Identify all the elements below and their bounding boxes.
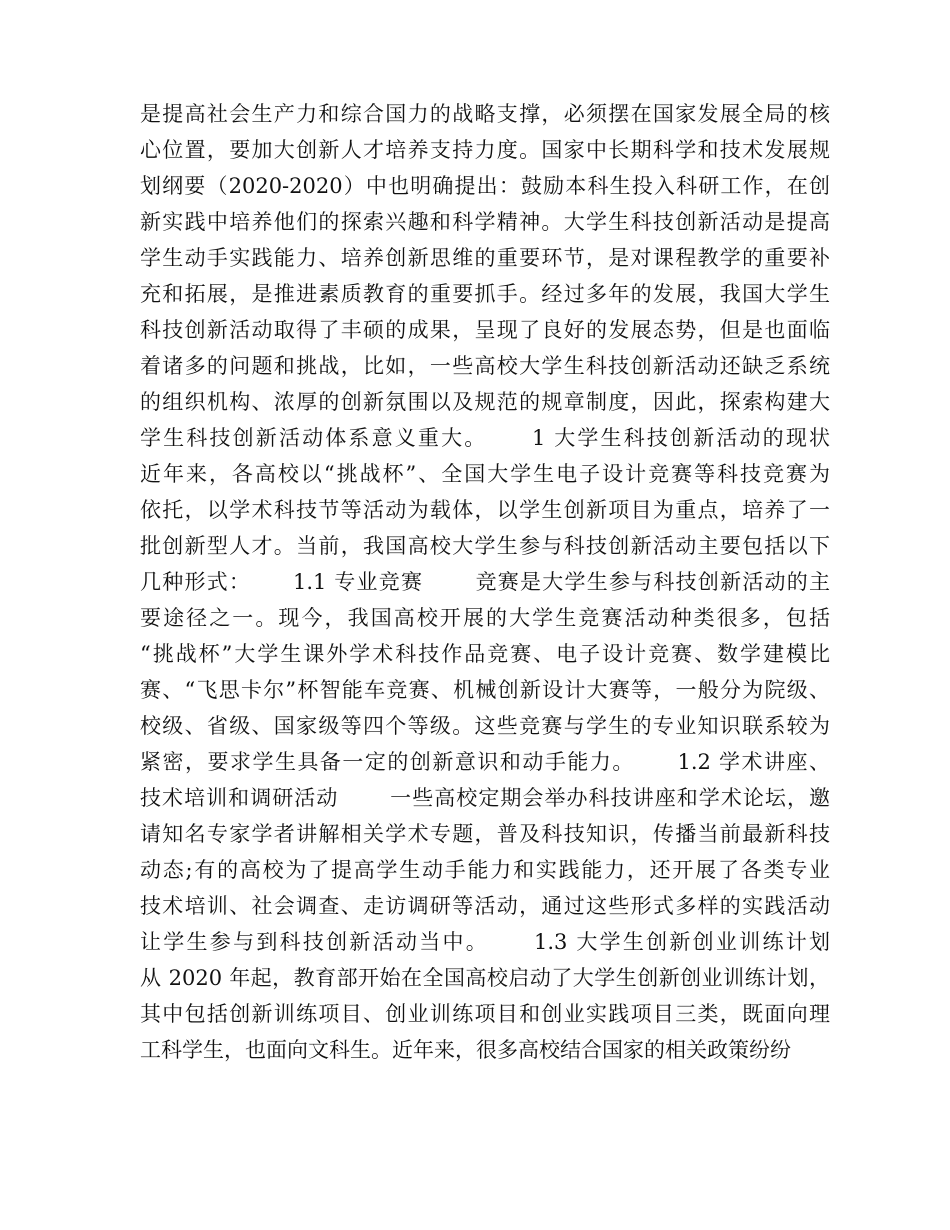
- text-line: 技术培训、社会调查、走访调研等活动，通过这些形式多样的实践活动: [140, 894, 830, 918]
- text-line: 让学生参与到科技创新活动当中。 1.3 大学生创新创业训练计划: [140, 930, 830, 954]
- text-line: 科技创新活动取得了丰硕的成果，呈现了良好的发展态势，但是也面临: [140, 318, 830, 342]
- text-line: 工科学生，也面向文科生。近年来，很多高校结合国家的相关政策纷纷: [140, 1038, 791, 1062]
- text-line: 动态;有的高校为了提高学生动手能力和实践能力，还开展了各类专业: [140, 858, 830, 882]
- text-line: 批创新型人才。当前，我国高校大学生参与科技创新活动主要包括以下: [140, 534, 830, 558]
- text-line: 依托，以学术科技节等活动为载体，以学生创新项目为重点，培养了一: [140, 498, 830, 522]
- text-line: 要途径之一。现今，我国高校开展的大学生竞赛活动种类很多，包括: [140, 606, 830, 630]
- text-line: “挑战杯”大学生课外学术科技作品竞赛、电子设计竞赛、数学建模比: [140, 642, 830, 666]
- text-line: 其中包括创新训练项目、创业训练项目和创业实践项目三类，既面向理: [140, 1002, 830, 1026]
- text-line: 紧密，要求学生具备一定的创新意识和动手能力。 1.2 学术讲座、: [140, 750, 830, 774]
- text-line: 的组织机构、浓厚的创新氛围以及规范的规章制度，因此，探索构建大: [140, 390, 830, 414]
- text-line: 是提高社会生产力和综合国力的战略支撑，必须摆在国家发展全局的核: [140, 102, 830, 126]
- text-line: 新实践中培养他们的探索兴趣和科学精神。大学生科技创新活动是提高: [140, 210, 830, 234]
- text-line: 心位置，要加大创新人才培养支持力度。国家中长期科学和技术发展规: [140, 138, 830, 162]
- text-line: 赛、“飞思卡尔”杯智能车竞赛、机械创新设计大赛等，一般分为院级、: [140, 678, 830, 702]
- text-line: 技术培训和调研活动 一些高校定期会举办科技讲座和学术论坛，邀: [140, 786, 830, 810]
- body-text: [140, 96, 830, 1068]
- text-line: 几种形式： 1.1 专业竞赛 竞赛是大学生参与科技创新活动的主: [140, 570, 830, 594]
- text-line: 学生科技创新活动体系意义重大。 1 大学生科技创新活动的现状: [140, 426, 830, 450]
- text-line: 从 2020 年起，教育部开始在全国高校启动了大学生创新创业训练计划，: [140, 966, 830, 990]
- text-line: 近年来，各高校以“挑战杯”、全国大学生电子设计竞赛等科技竞赛为: [140, 462, 830, 486]
- text-line: 充和拓展，是推进素质教育的重要抓手。经过多年的发展，我国大学生: [140, 282, 830, 306]
- text-line: 校级、省级、国家级等四个等级。这些竞赛与学生的专业知识联系较为: [140, 714, 830, 738]
- text-line: 请知名专家学者讲解相关学术专题，普及科技知识，传播当前最新科技: [140, 822, 830, 846]
- text-line: 学生动手实践能力、培养创新思维的重要环节，是对课程教学的重要补: [140, 246, 830, 270]
- text-line: 着诸多的问题和挑战，比如，一些高校大学生科技创新活动还缺乏系统: [140, 354, 830, 378]
- text-line: 划纲要（2020-2020）中也明确提出：鼓励本科生投入科研工作，在创: [140, 174, 830, 198]
